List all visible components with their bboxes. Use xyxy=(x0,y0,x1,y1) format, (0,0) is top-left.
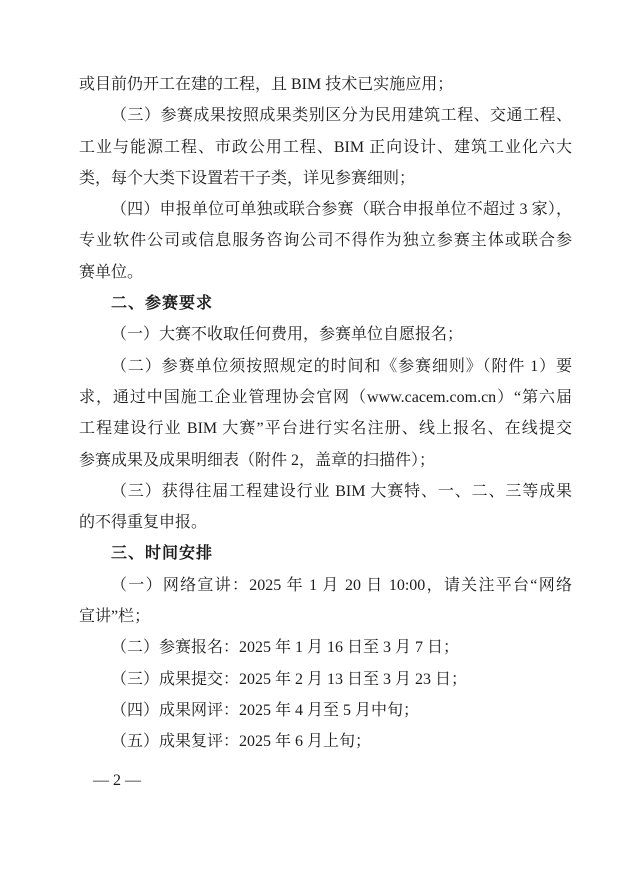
paragraph-line: 的不得重复申报。 xyxy=(79,514,208,532)
paragraph-line: 参赛成果及成果明细表（附件 2，盖章的扫描件）； xyxy=(79,451,436,469)
paragraph-line: （一）网络宣讲：2025 年 1 月 20 日 10:00，请关注平台“网络 xyxy=(111,576,572,594)
paragraph-line: （三）获得往届工程建设行业 BIM 大赛特、一、二、三等成果 xyxy=(111,482,572,500)
paragraph-line: 专业软件公司或信息服务咨询公司不得作为独立参赛主体或联合参 xyxy=(79,232,572,250)
schedule-item-line: （三）成果提交：2025 年 2 月 13 日至 3 月 23 日； xyxy=(111,670,468,688)
paragraph-line: （四）申报单位可单独或联合参赛（联合申报单位不超过 3 家）， xyxy=(111,201,572,219)
paragraph-line: 宣讲”栏； xyxy=(79,608,151,626)
schedule-item-line: （四）成果网评：2025 年 4 月至 5 月中旬； xyxy=(111,701,420,719)
paragraph-line: 类，每个大类下设置若干子类，详见参赛细则； xyxy=(79,169,416,187)
paragraph-line: 工业与能源工程、市政公用工程、BIM 正向设计、建筑工业化六大 xyxy=(79,138,572,156)
section-heading-schedule: 三、时间安排 xyxy=(111,545,214,563)
paragraph-line: （一）大赛不收取任何费用，参赛单位自愿报名； xyxy=(111,326,464,344)
paragraph-line: 赛单位。 xyxy=(79,263,144,281)
paragraph-line: （二）参赛单位须按照规定的时间和《参赛细则》（附件 1）要 xyxy=(111,357,572,375)
paragraph-line: 工程建设行业 BIM 大赛”平台进行实名注册、线上报名、在线提交 xyxy=(79,420,572,438)
paragraph-line: （三）参赛成果按照成果类别区分为民用建筑工程、交通工程、 xyxy=(111,107,572,125)
section-heading-requirements: 二、参赛要求 xyxy=(111,295,214,313)
schedule-item-line: （五）成果复评：2025 年 6 月上旬； xyxy=(111,733,372,751)
paragraph-line: 求，通过中国施工企业管理协会官网（www.cacem.com.cn）“第六届 xyxy=(79,388,572,406)
paragraph-line: 或目前仍开工在建的工程，且 BIM 技术已实施应用； xyxy=(79,76,454,93)
page-number: — 2 — xyxy=(93,771,141,789)
schedule-item-line: （二）参赛报名：2025 年 1 月 16 日至 3 月 7 日； xyxy=(111,639,460,657)
